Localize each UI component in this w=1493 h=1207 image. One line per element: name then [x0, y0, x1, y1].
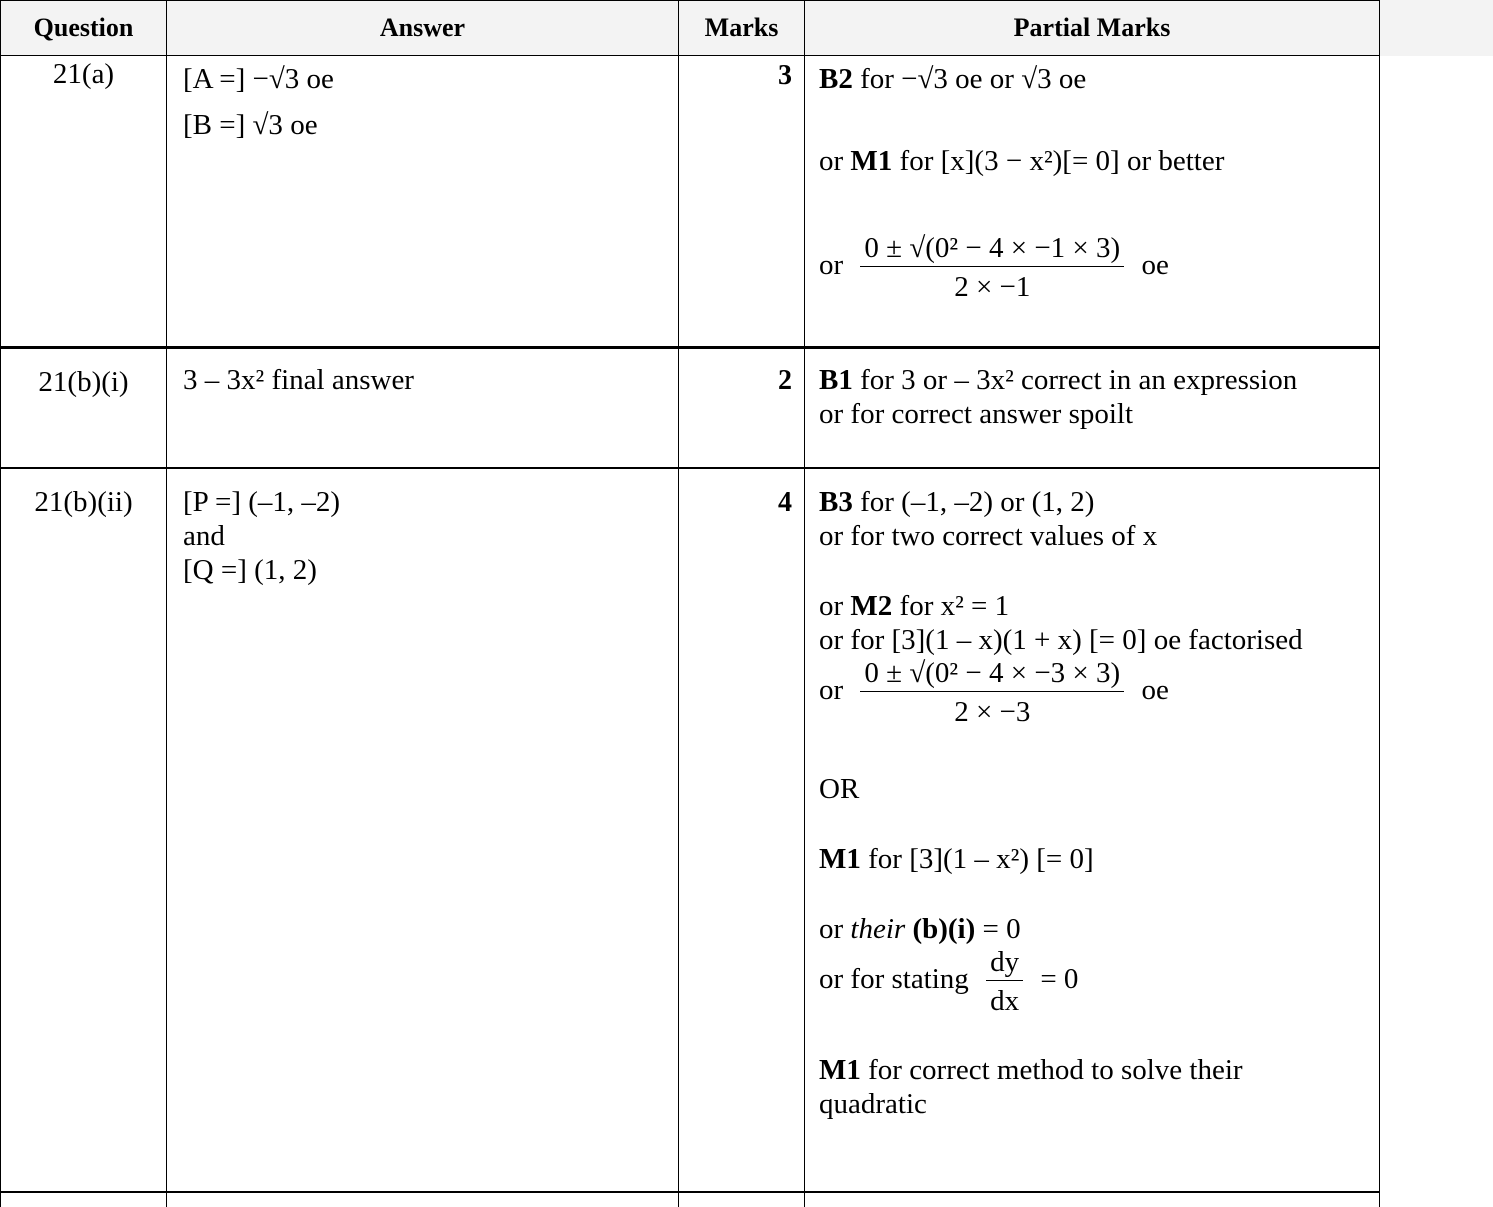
- question-cell: [1, 468, 167, 1192]
- partial-line: or for [3](1 – x)(1 + x) [= 0] oe factorised: [819, 624, 1303, 656]
- answer-value: −√3: [252, 63, 300, 95]
- partial-text: for [3](1 – x²) [= 0]: [868, 843, 1094, 875]
- partial-line: or for two correct values of x: [819, 520, 1158, 552]
- mark-code: (b)(i): [912, 913, 976, 945]
- answer-line: [183, 56, 678, 96]
- partial-text: for x² = 1: [899, 590, 1010, 622]
- partial-line: [819, 876, 1379, 946]
- partial-line: [819, 469, 1379, 519]
- answer-value: [Q =] (1, 2): [183, 554, 317, 586]
- header-row: [1, 1, 1380, 56]
- partial-line: [819, 56, 1379, 96]
- header-marks: Marks: [679, 1, 805, 56]
- partial-line: [819, 1017, 1299, 1121]
- partial-line: OR: [819, 773, 860, 805]
- marks-cell: [679, 56, 805, 348]
- empty-cell: [167, 1192, 679, 1207]
- mark-code: M1: [819, 1054, 861, 1086]
- marks-value: 4: [778, 487, 792, 518]
- fraction-denominator: dx: [990, 985, 1020, 1017]
- partial-text: for −√3 oe or √3 oe: [860, 63, 1087, 95]
- table-row: [1, 468, 1380, 1192]
- partial-line: [819, 806, 1379, 876]
- fraction-numerator: dy: [986, 946, 1023, 981]
- question-number: 21(a): [52, 58, 115, 90]
- partial-text: or: [819, 590, 844, 622]
- table-row: [1, 1192, 1380, 1207]
- answer-line: [183, 96, 678, 142]
- fraction: [986, 946, 1023, 1017]
- answer-value: 3 – 3x² final answer: [183, 364, 414, 396]
- partial-text: = 0: [982, 913, 1021, 945]
- answer-cell: [167, 56, 679, 348]
- question-number: 21(b)(i): [38, 366, 129, 398]
- mark-code: M1: [850, 145, 893, 177]
- marks-value: 2: [778, 365, 792, 396]
- empty-cell: [1, 1192, 167, 1207]
- answer-suffix: oe: [306, 63, 334, 95]
- fraction: [860, 657, 1124, 728]
- table-row: [1, 348, 1380, 469]
- empty-cell: [679, 1192, 805, 1207]
- answer-cell: [167, 468, 679, 1192]
- partial-text: for correct method to solve their quadratic: [819, 1054, 1243, 1120]
- partial-text: or: [819, 249, 844, 282]
- answer-value: [P =] (–1, –2): [183, 486, 341, 518]
- answer-value: and: [183, 520, 225, 552]
- partial-marks-cell: [805, 56, 1380, 348]
- marks-cell: [679, 348, 805, 469]
- mark-code: B1: [819, 364, 853, 396]
- partial-text: oe: [1141, 674, 1169, 707]
- partial-text: or: [819, 674, 844, 707]
- partial-line: [819, 178, 1379, 303]
- fraction-denominator: 2 × −3: [954, 696, 1031, 728]
- partial-text: or for stating: [819, 963, 969, 996]
- partial-line: or for correct answer spoilt: [819, 398, 1134, 430]
- partial-marks-cell: [805, 468, 1380, 1192]
- partial-line: [819, 96, 1379, 178]
- fraction-numerator: 0 ± √(0² − 4 × −1 × 3): [860, 232, 1124, 267]
- answer-prefix: [B =]: [183, 109, 246, 141]
- header-answer: Answer: [167, 1, 679, 56]
- header-extension: [1378, 0, 1493, 56]
- partial-text: or: [819, 913, 844, 945]
- partial-line: [819, 553, 1379, 623]
- partial-text: or: [819, 145, 844, 177]
- answer-suffix: oe: [290, 109, 318, 141]
- mark-code: M1: [819, 843, 861, 875]
- partial-text: for (–1, –2) or (1, 2): [860, 486, 1095, 518]
- question-cell: [1, 348, 167, 469]
- question-cell: [1, 56, 167, 348]
- header-partial-marks: Partial Marks: [805, 1, 1380, 56]
- question-number: 21(b)(ii): [34, 486, 133, 518]
- table-row: [1, 56, 1380, 348]
- marks-value: 3: [778, 60, 792, 91]
- answer-cell: [167, 348, 679, 469]
- partial-line: [819, 946, 1379, 1017]
- fraction: [860, 232, 1124, 303]
- mark-code: B2: [819, 63, 853, 95]
- partial-line: [819, 349, 1379, 397]
- answer-prefix: [A =]: [183, 63, 246, 95]
- partial-text: for 3 or – 3x² correct in an expression: [860, 364, 1298, 396]
- header-question: Question: [1, 1, 167, 56]
- fraction-denominator: 2 × −1: [954, 271, 1031, 303]
- answer-value: √3: [252, 109, 283, 141]
- partial-marks-cell: [805, 348, 1380, 469]
- partial-text: for [x](3 − x²)[= 0] or better: [899, 145, 1225, 177]
- marks-cell: [679, 468, 805, 1192]
- mark-code: B3: [819, 486, 853, 518]
- partial-text: their: [850, 913, 906, 945]
- empty-cell: [805, 1192, 1380, 1207]
- partial-text: oe: [1141, 249, 1169, 282]
- partial-text: = 0: [1040, 963, 1079, 996]
- fraction-numerator: 0 ± √(0² − 4 × −3 × 3): [860, 657, 1124, 692]
- mark-code: M2: [850, 590, 893, 622]
- partial-line: [819, 657, 1379, 728]
